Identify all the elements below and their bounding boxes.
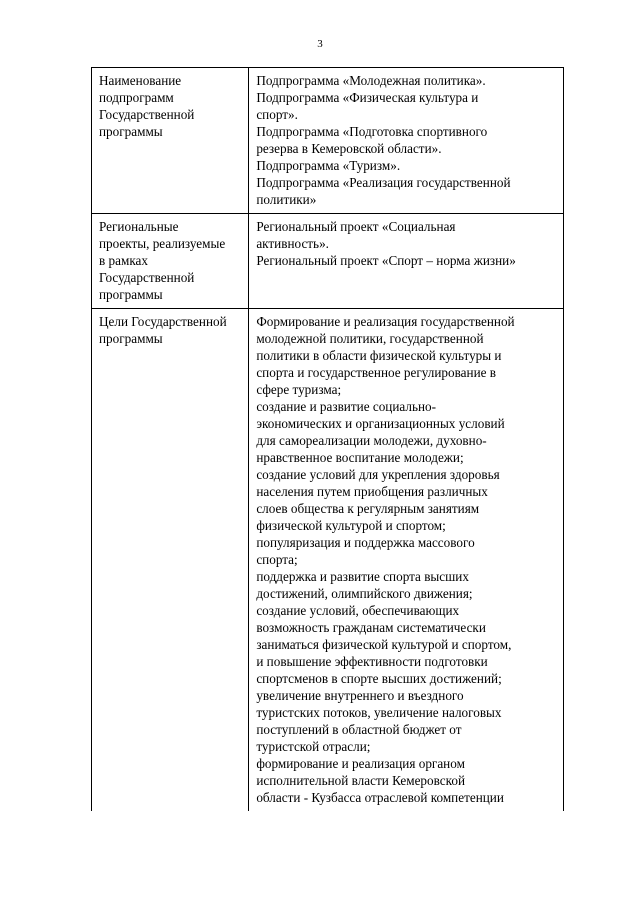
value-line: экономических и организационных условий: [256, 416, 505, 431]
value-line: молодежной политики, государственной: [256, 331, 484, 346]
value-line: Региональный проект «Спорт – норма жизни»: [256, 253, 516, 268]
value-line: Подпрограмма «Туризм».: [256, 158, 401, 173]
value-line: поступлений в областной бюджет от: [256, 722, 462, 737]
value-line: создание условий для укрепления здоровья: [256, 467, 500, 482]
row-label-cell: [92, 309, 249, 812]
value-line: Подпрограмма «Подготовка спортивного: [256, 124, 488, 139]
value-line: Подпрограмма «Реализация государственной: [256, 175, 511, 190]
value-line: Подпрограмма «Физическая культура и: [256, 90, 479, 105]
label-line: Цели Государственной: [99, 314, 227, 329]
value-line: и повышение эффективности подготовки: [256, 654, 488, 669]
row-value-cell: [249, 68, 564, 214]
value-line: спорт».: [256, 107, 298, 122]
label-line: программы: [99, 124, 163, 139]
value-line: спорта;: [256, 552, 298, 567]
value-line: туристских потоков, увеличение налоговых: [256, 705, 502, 720]
value-line: туристской отрасли;: [256, 739, 371, 754]
label-line: программы: [99, 287, 163, 302]
value-line: достижений, олимпийского движения;: [256, 586, 473, 601]
value-line: нравственное воспитание молодежи;: [256, 450, 464, 465]
label-line: в рамках: [99, 253, 148, 268]
page-number: 3: [317, 38, 323, 50]
value-line: создание условий, обеспечивающих: [256, 603, 460, 618]
value-line: области - Кузбасса отраслевой компетенции: [256, 790, 504, 805]
table-row-regional-projects: [92, 214, 564, 309]
program-passport-table: [91, 67, 564, 811]
value-line: политики»: [256, 192, 317, 207]
value-line: формирование и реализация органом: [256, 756, 465, 771]
value-line: населения путем приобщения различных: [256, 484, 488, 499]
value-line: физической культурой и спортом;: [256, 518, 446, 533]
value-line: Региональный проект «Социальная: [256, 219, 456, 234]
value-line: резерва в Кемеровской области».: [256, 141, 442, 156]
value-line: активность».: [256, 236, 329, 251]
label-line: подпрограмм: [99, 90, 174, 105]
row-label-cell: [92, 68, 249, 214]
table-row-subprograms: [92, 68, 564, 214]
value-line: слоев общества к регулярным занятиям: [256, 501, 480, 516]
label-line: Наименование: [99, 73, 182, 88]
row-label-cell: [92, 214, 249, 309]
value-line: сфере туризма;: [256, 382, 342, 397]
value-line: спортсменов в спорте высших достижений;: [256, 671, 502, 686]
value-line: спорта и государственное регулирование в: [256, 365, 497, 380]
label-line: Государственной: [99, 107, 195, 122]
value-line: создание и развитие социально-: [256, 399, 437, 414]
label-line: проекты, реализуемые: [99, 236, 226, 251]
table-row-goals: [92, 309, 564, 812]
row-value-cell: [249, 309, 564, 812]
value-line: заниматься физической культурой и спортом,: [256, 637, 512, 652]
value-line: политики в области физической культуры и: [256, 348, 502, 363]
label-line: программы: [99, 331, 163, 346]
value-line: Подпрограмма «Молодежная политика».: [256, 73, 486, 88]
value-line: поддержка и развитие спорта высших: [256, 569, 469, 584]
label-line: Государственной: [99, 270, 195, 285]
value-line: для самореализации молодежи, духовно-: [256, 433, 487, 448]
row-value-cell: [249, 214, 564, 309]
value-line: возможность гражданам систематически: [256, 620, 486, 635]
label-line: Региональные: [99, 219, 179, 234]
value-line: популяризация и поддержка массового: [256, 535, 475, 550]
value-line: увеличение внутреннего и въездного: [256, 688, 464, 703]
value-line: Формирование и реализация государственной: [256, 314, 515, 329]
value-line: исполнительной власти Кемеровской: [256, 773, 466, 788]
